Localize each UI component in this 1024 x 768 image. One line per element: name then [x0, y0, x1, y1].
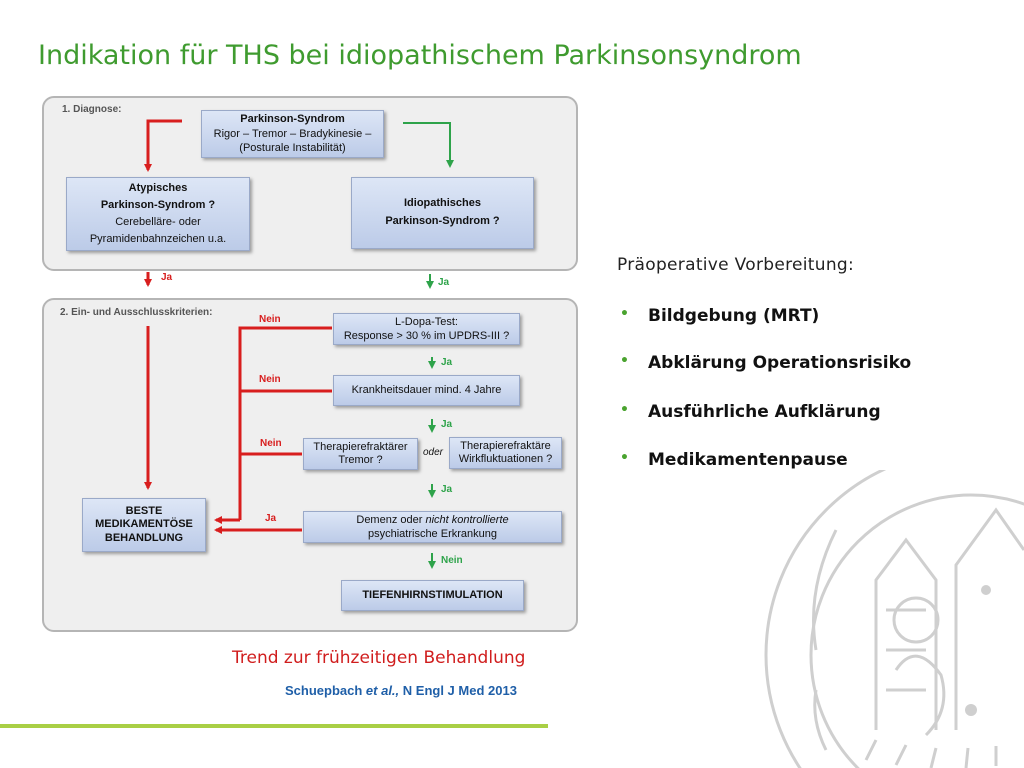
duration-text: Krankheitsdauer mind. 4 Jahre: [351, 384, 502, 397]
atypical-line2: Parkinson-Syndrom ?: [100, 198, 216, 211]
label-ja-red-2: Ja: [265, 513, 277, 524]
bullet-icon: •: [620, 402, 629, 418]
citation: [285, 683, 517, 698]
best-line3: BEHANDLUNG: [104, 531, 184, 544]
trend-statement: Trend zur frühzeitigen Behandlung: [232, 648, 526, 668]
bullet-icon: •: [620, 306, 629, 322]
fluct-line2: Wirkfluktuationen ?: [458, 453, 553, 465]
label-nein-2: Nein: [259, 374, 281, 385]
arrow-to-atypical: [148, 121, 182, 170]
refractory-tremor-box: [303, 438, 418, 470]
line-nein-main: [240, 328, 332, 520]
deep-brain-stimulation-box: [341, 580, 524, 611]
atypical-line3: Cerebelläre- oder: [115, 216, 201, 228]
atypical-parkinson-box: [66, 177, 250, 251]
dementia-line2: psychiatrische Erkrankung: [367, 528, 497, 540]
prep-item-label: Abklärung Operationsrisiko: [648, 353, 912, 373]
fluct-line1: Therapierefraktäre: [460, 439, 551, 452]
disease-duration-box: [333, 375, 520, 406]
bullet-icon: •: [620, 450, 629, 466]
ldopa-line2: Response > 30 % im UPDRS-III ?: [343, 330, 510, 342]
parkinson-line3: (Posturale Instabilität): [239, 142, 346, 155]
atypical-line1: Atypisches: [128, 181, 188, 194]
label-nein-3: Nein: [260, 438, 282, 449]
citation-journal: N Engl J Med 2013: [399, 683, 517, 698]
bullet-icon: •: [620, 353, 629, 369]
diagnosis-panel-label: 1. Diagnose:: [62, 104, 122, 115]
label-ja-green-3: Ja: [441, 419, 453, 430]
slide-title: Indikation für THS bei idiopathischem Parkinsonsyndrom: [38, 40, 802, 71]
prep-item-information: [620, 402, 881, 422]
label-nein-1: Nein: [259, 314, 281, 325]
dementia-box: [303, 511, 562, 543]
best-line1: BESTE: [125, 505, 163, 518]
parkinson-line1: Parkinson-Syndrom: [240, 112, 345, 125]
label-ja-red: Ja: [161, 272, 173, 283]
criteria-panel-label: 2. Ein- und Ausschlusskriterien:: [60, 307, 213, 318]
idiopathic-line2: Parkinson-Syndrom ?: [385, 215, 500, 227]
prep-item-medication-pause: [620, 450, 848, 470]
prep-item-label: Medikamentenpause: [648, 450, 848, 470]
prep-heading: Präoperative Vorbereitung:: [617, 255, 855, 275]
label-ja-green-2: Ja: [441, 357, 453, 368]
label-ja-green-4: Ja: [441, 484, 453, 495]
arrow-to-idiopathic: [403, 123, 450, 166]
prep-item-imaging: [620, 306, 819, 326]
parkinson-line2: Rigor – Tremor – Bradykinesie –: [213, 127, 372, 140]
prep-item-label: Bildgebung (MRT): [648, 306, 820, 326]
ldopa-line1: L-Dopa-Test:: [395, 315, 458, 328]
dementia-part1: Demenz oder: [356, 513, 426, 526]
atypical-line4: Pyramidenbahnzeichen u.a.: [89, 233, 227, 246]
tremor-line1: Therapierefraktärer: [313, 440, 408, 453]
best-line2: MEDIKAMENTÖSE: [95, 518, 193, 531]
dbs-text: TIEFENHIRNSTIMULATION: [362, 589, 503, 602]
oder-label: oder: [423, 447, 444, 458]
citation-etal: et al.,: [365, 683, 400, 698]
idiopathic-parkinson-box: [351, 177, 534, 249]
dementia-part2: nicht kontrollierte: [425, 513, 509, 526]
refractory-fluctuations-box: [449, 437, 562, 469]
idiopathic-line1: Idiopathisches: [403, 197, 482, 210]
university-seal-icon: [756, 470, 1024, 768]
label-nein-green: Nein: [441, 555, 463, 566]
prep-item-label: Ausführliche Aufklärung: [648, 402, 881, 422]
prep-item-risk: [620, 353, 911, 373]
parkinson-syndrome-box: [201, 110, 384, 158]
citation-authors: Schuepbach: [285, 683, 366, 698]
ldopa-test-box: [333, 313, 520, 345]
best-medication-box: [82, 498, 206, 552]
dementia-line1: [356, 513, 508, 527]
label-ja-green-1: Ja: [438, 277, 450, 288]
tremor-line2: Tremor ?: [338, 454, 383, 466]
accent-divider-line: [0, 724, 548, 728]
